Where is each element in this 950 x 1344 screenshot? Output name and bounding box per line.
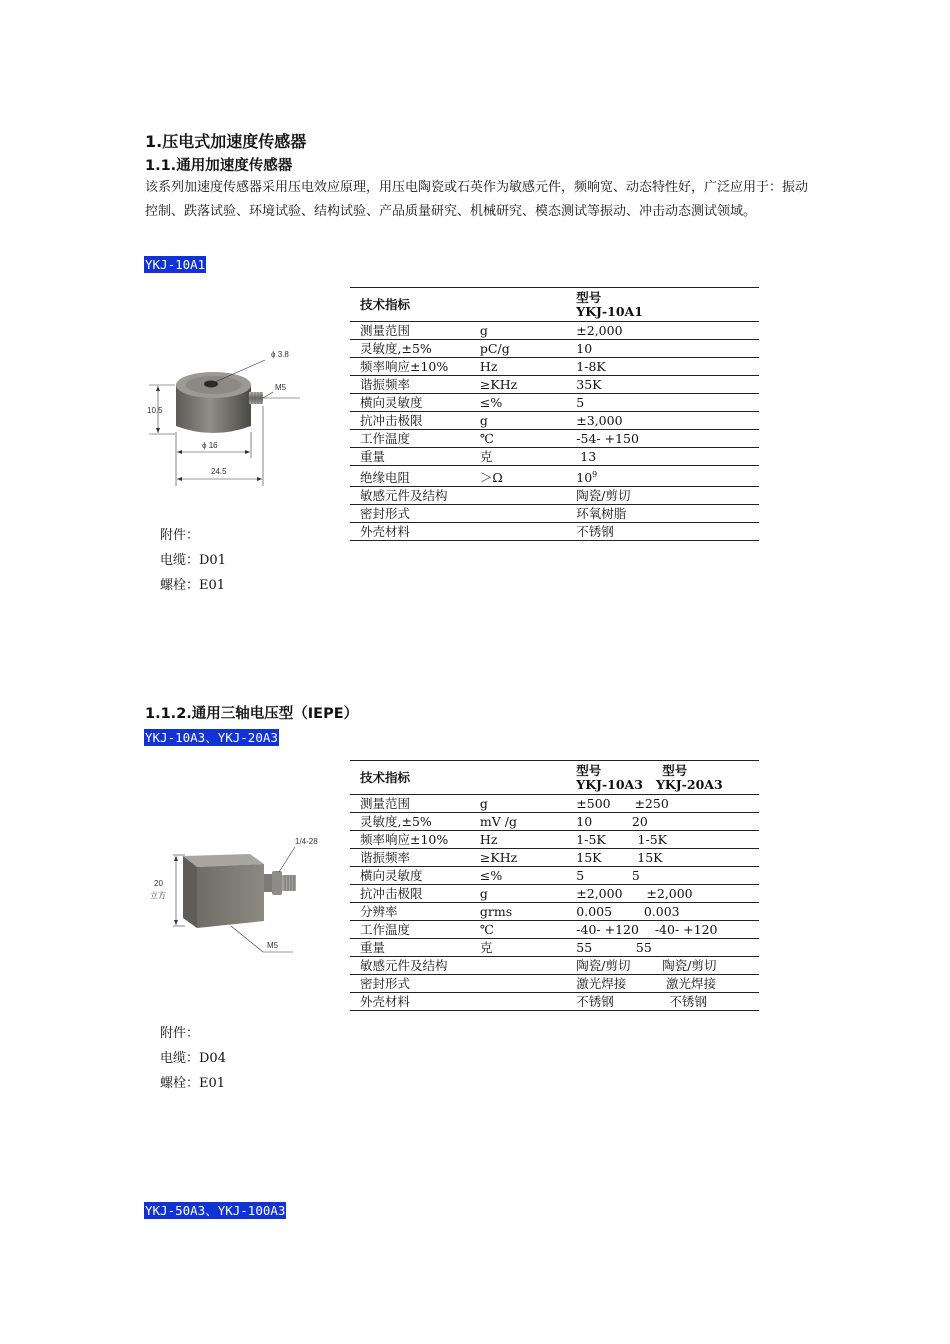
cell-value: ±2,000 ±2,000: [566, 885, 759, 903]
accessory-cable: 电缆：D04: [160, 1051, 226, 1066]
table-row: [350, 957, 759, 975]
heading-1-1-2: 1.1.2.通用三轴电压型（IEPE）: [145, 706, 359, 722]
cell-unit: ＞Ω: [470, 466, 566, 487]
table-row: [350, 939, 759, 957]
phi38-label: ϕ 3.8: [271, 350, 289, 359]
cell-name: 外壳材料: [350, 523, 470, 541]
cell-name: 敏感元件及结构: [350, 957, 470, 975]
accessories-2: [160, 1021, 226, 1096]
accessories-title: 附件：: [160, 1026, 200, 1041]
cell-name: 横向灵敏度: [350, 394, 470, 412]
model-tag-text: YKJ-50A3、YKJ-100A3: [145, 1203, 286, 1218]
cell-name: 分辨率: [350, 903, 470, 921]
model-tag-text: YKJ-10A3、YKJ-20A3: [145, 730, 278, 745]
cell-name: 横向灵敏度: [350, 867, 470, 885]
table-row: [350, 813, 759, 831]
phi16-label: ϕ 16: [202, 441, 218, 450]
thread-label: 1/4-28: [295, 837, 318, 846]
cell-value: $10^9$: [566, 466, 759, 487]
cell-value: 5: [566, 394, 759, 412]
accessories-1: [160, 523, 226, 598]
cell-unit: mV /g: [470, 813, 566, 831]
cell-name: 测量范围: [350, 322, 470, 340]
cell-value: 环氧树脂: [566, 505, 759, 523]
cell-unit: [470, 975, 566, 993]
model-tag-ykj-10a3: [144, 727, 279, 746]
cell-unit: [470, 505, 566, 523]
cell-unit: ≥KHz: [470, 849, 566, 867]
cell-unit: g: [470, 412, 566, 430]
cell-name: 工作温度: [350, 430, 470, 448]
table-row: [350, 487, 759, 505]
m5-label: M5: [275, 383, 287, 392]
cell-value: ±500 ±250: [566, 795, 759, 813]
table-row: [350, 358, 759, 376]
cell-name: 抗冲击极限: [350, 412, 470, 430]
cell-unit: ≤%: [470, 867, 566, 885]
cell-name: 谐振频率: [350, 376, 470, 394]
cell-name: 抗冲击极限: [350, 885, 470, 903]
header-param: 技术指标: [350, 288, 470, 322]
cell-value: 55 55: [566, 939, 759, 957]
model-tag-ykj-10a1: [144, 254, 206, 273]
table-row: [350, 376, 759, 394]
cell-unit: [470, 487, 566, 505]
accessory-bolt: 螺栓：E01: [160, 1076, 226, 1091]
cell-unit: [470, 523, 566, 541]
cube-label: 立方: [150, 891, 166, 900]
heading-1-1: 1.1.通用加速度传感器: [145, 158, 293, 174]
cell-unit: 克: [470, 448, 566, 466]
table-row: [350, 466, 759, 487]
cell-sup: 9: [592, 470, 598, 479]
header-model: 型号 型号 YKJ-10A3 YKJ-20A3: [566, 761, 759, 795]
cylinder-sensor-drawing: [145, 340, 305, 490]
cell-name: 灵敏度,±5%: [350, 813, 470, 831]
cell-value: -40- +120 -40- +120: [566, 921, 759, 939]
cell-value: 15K 15K: [566, 849, 759, 867]
cell-value: -54- +150: [566, 430, 759, 448]
cell-name: 密封形式: [350, 505, 470, 523]
cell-value: 不锈钢: [566, 523, 759, 541]
cell-value: 陶瓷/剪切: [566, 487, 759, 505]
cell-unit: ℃: [470, 921, 566, 939]
table-header-row: [350, 761, 759, 795]
intro-paragraph: 该系列加速度传感器采用压电效应原理，用压电陶瓷或石英作为敏感元件，频响宽、动态特性好，广泛应用于：振动控制、跌落试验、环境试验、结构试验、产品质量研究、机械研究、模态测试等振动、冲击动态测试领域。: [145, 180, 809, 219]
table-row: [350, 975, 759, 993]
cell-unit: 克: [470, 939, 566, 957]
cell-name: 测量范围: [350, 795, 470, 813]
cell-name: 重量: [350, 448, 470, 466]
cell-value: 1-5K 1-5K: [566, 831, 759, 849]
accessory-cable: 电缆：D01: [160, 553, 226, 568]
table-row: [350, 505, 759, 523]
cell-unit: grms: [470, 903, 566, 921]
cell-name: 频率响应±10%: [350, 831, 470, 849]
table-header-row: [350, 288, 759, 322]
cell-value: 35K: [566, 376, 759, 394]
cell-value: 5 5: [566, 867, 759, 885]
cell-name: 密封形式: [350, 975, 470, 993]
table-row: [350, 412, 759, 430]
cell-unit: g: [470, 322, 566, 340]
cell-value: 13: [566, 448, 759, 466]
cell-name: 谐振频率: [350, 849, 470, 867]
cell-value: ±2,000: [566, 322, 759, 340]
cell-unit: [470, 957, 566, 975]
table-row: [350, 340, 759, 358]
cell-unit: g: [470, 795, 566, 813]
heading-1: 1.压电式加速度传感器: [145, 132, 307, 151]
cube-sensor-drawing: [145, 830, 318, 960]
cell-name: 频率响应±10%: [350, 358, 470, 376]
cell-name: 灵敏度,±5%: [350, 340, 470, 358]
cell-value: 10: [566, 340, 759, 358]
cell-name: 敏感元件及结构: [350, 487, 470, 505]
table-row: [350, 903, 759, 921]
cell-unit: pC/g: [470, 340, 566, 358]
cell-unit: Hz: [470, 358, 566, 376]
table-row: [350, 993, 759, 1011]
cell-name: 工作温度: [350, 921, 470, 939]
cell-value: 10 20: [566, 813, 759, 831]
table-row: [350, 523, 759, 541]
accessory-bolt: 螺栓：E01: [160, 578, 226, 593]
cell-name: 重量: [350, 939, 470, 957]
dim-height-label: 10.5: [147, 406, 163, 415]
cell-value: 激光焊接 激光焊接: [566, 975, 759, 993]
table-row: [350, 448, 759, 466]
cell-unit: ℃: [470, 430, 566, 448]
cell-name: 绝缘电阻: [350, 466, 470, 487]
table-row: [350, 885, 759, 903]
cell-unit: ≥KHz: [470, 376, 566, 394]
cell-unit: [470, 993, 566, 1011]
table-row: [350, 831, 759, 849]
cell-unit: ≤%: [470, 394, 566, 412]
cell-value: 陶瓷/剪切 陶瓷/剪切: [566, 957, 759, 975]
width-label: 24.5: [211, 467, 227, 476]
spec-table-ykj-10a3: [350, 760, 759, 1011]
table-row: [350, 849, 759, 867]
cell-value: 不锈钢 不锈钢: [566, 993, 759, 1011]
m5-label: M5: [267, 941, 279, 950]
header-param: 技术指标: [350, 761, 470, 795]
table-row: [350, 394, 759, 412]
table-row: [350, 322, 759, 340]
model-tag-ykj-50a3: [144, 1200, 286, 1219]
cell-unit: Hz: [470, 831, 566, 849]
table-row: [350, 921, 759, 939]
table-row: [350, 867, 759, 885]
model-tag-text: YKJ-10A1: [145, 257, 206, 272]
spec-table-ykj-10a1: [350, 287, 759, 541]
cell-name: 外壳材料: [350, 993, 470, 1011]
cell-value: 0.005 0.003: [566, 903, 759, 921]
accessories-title: 附件：: [160, 528, 200, 543]
cell-unit: g: [470, 885, 566, 903]
header-model: 型号 YKJ-10A1: [566, 288, 759, 322]
table-row: [350, 795, 759, 813]
cell-value: 1-8K: [566, 358, 759, 376]
cell-value: ±3,000: [566, 412, 759, 430]
table-row: [350, 430, 759, 448]
size-label: 20: [154, 879, 163, 888]
